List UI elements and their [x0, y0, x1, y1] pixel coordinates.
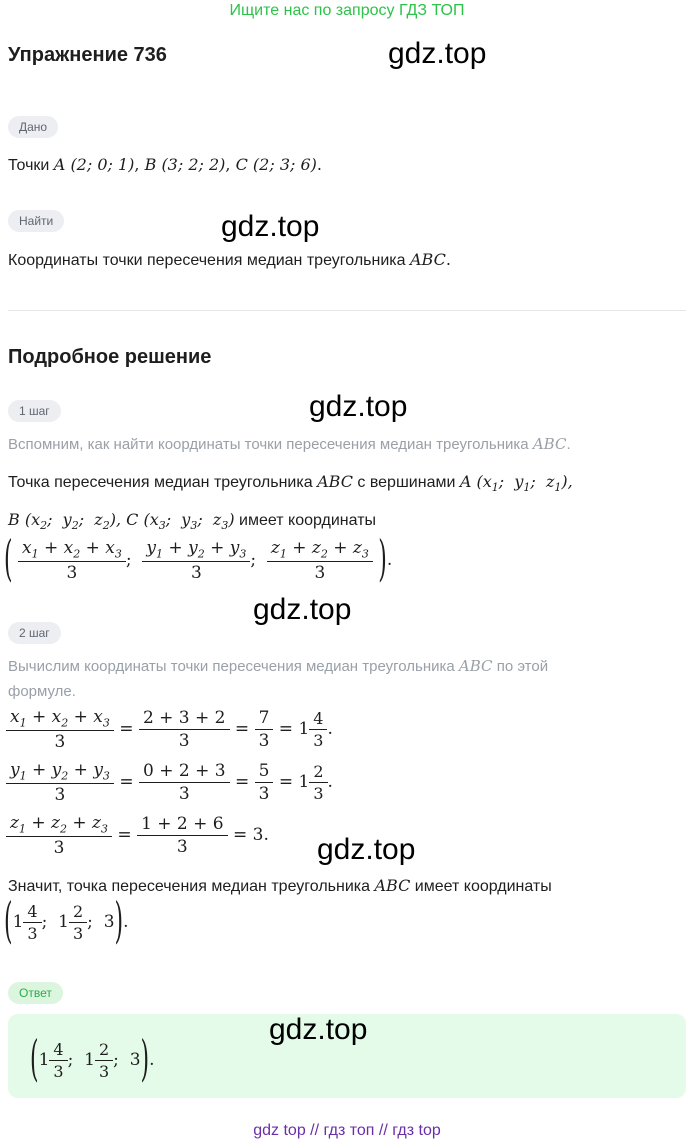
watermark: gdz.top	[309, 390, 408, 423]
step2-label: 2 шаг	[8, 622, 61, 644]
footer-sep: //	[310, 1122, 320, 1139]
triangle-abc: ABC	[458, 657, 493, 675]
find-label: Найти	[8, 210, 64, 232]
step1-text1: Точка пересечения медиан треугольника	[8, 474, 313, 491]
watermark: gdz.top	[388, 37, 487, 70]
step1-text2: с вершинами	[357, 474, 456, 491]
given-text: Точки A (2; 0; 1), B (3; 2; 2), C (2; 3; 6).	[8, 155, 322, 174]
promo-banner[interactable]: Ищите нас по запросу ГДЗ ТОП	[229, 2, 465, 19]
footer-link[interactable]: гдз top	[392, 1122, 441, 1139]
answer-coordinates: (1 $\frac{4}{3}$ ; 1 $\frac{2}{3}$ ; 3).	[30, 1033, 155, 1088]
calc-x: $\frac{x_1 + x_2 + x_3}{3}$ = $\frac{2 + 3 + 2}{3}$ = $\frac{7}{3}$ = 1 $\frac{4}{3}$ .	[6, 707, 333, 752]
answer-label: Ответ	[8, 982, 63, 1004]
triangle-abc: ABC	[409, 250, 446, 269]
step2-hint-text: Вычислим координаты точки пересечения медиан треугольника	[8, 658, 455, 675]
solution-heading: Подробное решение	[8, 346, 212, 368]
centroid-formula: ( $\frac{x_1 + x_2 + x_3}{3}$ ; $\frac{y_1 + y_2 + y_3}{3}$ ; $\frac{z_1 + z_2 + z_3}{3}$ ).	[4, 533, 393, 589]
find-badge	[8, 210, 64, 232]
footer-link[interactable]: gdz top	[253, 1122, 306, 1139]
footer-links	[0, 1122, 694, 1140]
answer-badge	[8, 982, 63, 1004]
point-b: B (3; 2; 2)	[144, 155, 226, 174]
watermark: gdz.top	[317, 833, 416, 866]
given-badge	[8, 116, 58, 138]
watermark: gdz.top	[221, 210, 320, 243]
step1-text: Точка пересечения медиан треугольника ABC с вершинами A ($x_1$; $y_1$; $z_1$),	[8, 472, 573, 495]
step1-label: 1 шаг	[8, 400, 61, 422]
find-text: Координаты точки пересечения медиан треугольника ABC.	[8, 250, 451, 269]
triangle-abc: ABC	[317, 472, 353, 491]
given-label: Дано	[8, 116, 58, 138]
triangle-abc: ABC	[374, 876, 411, 895]
page-title: Упражнение 736	[8, 44, 167, 66]
triangle-abc: ABC	[532, 435, 567, 453]
step2-badge	[8, 622, 61, 644]
watermark: gdz.top	[269, 1013, 368, 1046]
conclusion-tail: имеет координаты	[414, 878, 552, 895]
step2-conclusion	[8, 876, 552, 896]
step1-hint: Вспомним, как найти координаты точки пересечения медиан треугольника ABC.	[8, 435, 571, 453]
step1-hint-text: Вспомним, как найти координаты точки пересечения медиан треугольника	[8, 436, 529, 453]
calc-z: $\frac{z_1 + z_2 + z_3}{3}$ = $\frac{1 + 2 + 6}{3}$ = 3.	[6, 813, 269, 858]
footer-link[interactable]: гдз топ	[323, 1122, 375, 1139]
conclusion-text: Значит, точка пересечения медиан треугольника	[8, 878, 371, 895]
divider	[8, 310, 686, 311]
point-a: A (2; 0; 1)	[53, 155, 135, 174]
step2-hint-tail: по этой	[496, 658, 549, 675]
step2-hint-line2: формуле.	[8, 683, 76, 700]
find-text-body: Координаты точки пересечения медиан треугольника	[8, 252, 406, 269]
point-c: C (2; 3; 6)	[235, 155, 317, 174]
calc-y: $\frac{y_1 + y_2 + y_3}{3}$ = $\frac{0 + 2 + 3}{3}$ = $\frac{5}{3}$ = 1 $\frac{2}{3}$ .	[6, 760, 333, 805]
step1-vertices: B ($x_2$; $y_2$; $z_2$), C ($x_3$; $y_3$; $z_3$) имеет координаты	[8, 510, 377, 533]
watermark: gdz.top	[253, 593, 352, 626]
step1-text3: имеет координаты	[239, 512, 377, 529]
given-prefix: Точки	[8, 157, 54, 174]
step1-badge	[8, 400, 61, 422]
footer-sep: //	[378, 1122, 388, 1139]
step2-hint	[8, 657, 548, 675]
result-coordinates: (1 $\frac{4}{3}$ ; 1 $\frac{2}{3}$ ; 3).	[4, 895, 129, 950]
